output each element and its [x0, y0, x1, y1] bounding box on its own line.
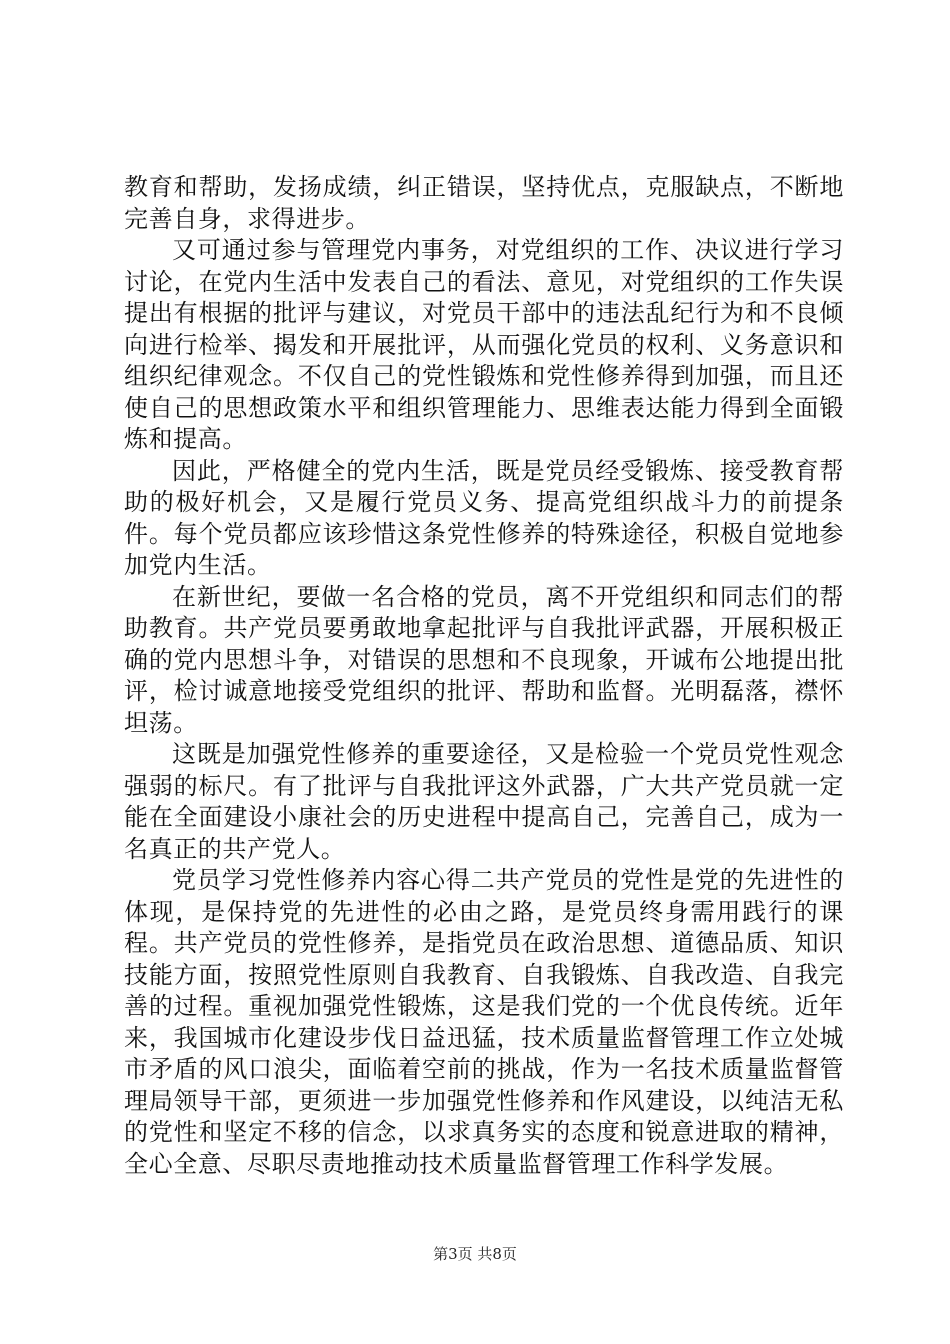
paragraph: 又可通过参与管理党内事务，对党组织的工作、决议进行学习讨论，在党内生活中发表自己的看法、意见，对党组织的工作失误提出有根据的批评与建议，对党员干部中的违法乱纪行为和不良倾向进行检举、揭发和开展批评，从而强化党员的权利、义务意识和组织纪律观念。不仅自己的党性锻炼和党性修养得到加强，而且还使自己的思想政策水平和组织管理能力、思维表达能力得到全面锻炼和提高。	[124, 236, 844, 453]
paragraph: 党员学习党性修养内容心得二共产党员的党性是党的先进性的体现，是保持党的先进性的必由之路，是党员终身需用践行的课程。共产党员的党性修养，是指党员在政治思想、道德品质、知识技能方面，按照党性原则自我教育、自我锻炼、自我改造、自我完善的过程。重视加强党性锻炼，这是我们党的一个优良传统。近年来，我国城市化建设步伐日益迅猛，技术质量监督管理工作立处城市矛盾的风口浪尖，面临着空前的挑战，作为一名技术质量监督管理局领导干部，更须进一步加强党性修养和作风建设，以纯洁无私的党性和坚定不移的信念，以求真务实的态度和锐意进取的精神，全心全意、尽职尽责地推动技术质量监督管理工作科学发展。	[124, 866, 844, 1178]
page-number-footer: 第3页 共8页	[433, 1245, 517, 1263]
paragraph-continuation: 教育和帮助，发扬成绩，纠正错误，坚持优点，克服缺点，不断地完善自身，求得进步。	[124, 173, 844, 233]
paragraph: 在新世纪，要做一名合格的党员，离不开党组织和同志们的帮助教育。共产党员要勇敢地拿起批评与自我批评武器，开展积极正确的党内思想斗争，对错误的思想和不良现象，开诚布公地提出批评，检讨诚意地接受党组织的批评、帮助和监督。光明磊落，襟怀坦荡。	[124, 582, 844, 737]
paragraph: 这既是加强党性修养的重要途径，又是检验一个党员党性观念强弱的标尺。有了批评与自我批评这外武器，广大共产党员就一定能在全面建设小康社会的历史进程中提高自己，完善自己，成为一名真正的共产党人。	[124, 740, 844, 863]
paragraph: 因此，严格健全的党内生活，既是党员经受锻炼、接受教育帮助的极好机会，又是履行党员义务、提高党组织战斗力的前提条件。每个党员都应该珍惜这条党性修养的特殊途径，积极自觉地参加党内生活。	[124, 456, 844, 579]
document-body	[124, 172, 844, 1180]
